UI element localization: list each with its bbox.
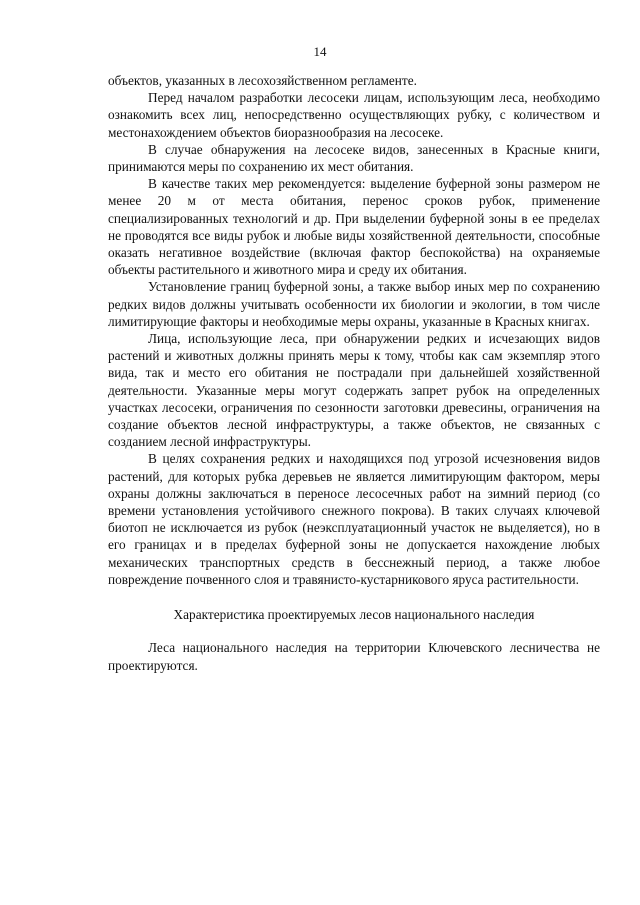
paragraph-7: В целях сохранения редких и находящихся под угрозой исчезновения видов растений, для которых рубка деревьев не является лимитирующим фактором, меры охраны должны заключаться в переносе лесосечных работ на зимний период (со времени установления устойчивого снежного покрова). В таких случаях ключевой биотоп не исключается из рубок (неэксплуатационный участок не выделяется), но в его границах и в пределах буферной зоны не допускается нахождение любых механических транспортных средств в бесснежный период, а также любое повреждение почвенного слоя и травянисто-кустарникового яруса растительности. bbox=[108, 451, 600, 587]
page-number: 14 bbox=[313, 44, 327, 59]
paragraph-3: В случае обнаружения на лесосеке видов, занесенных в Красные книги, принимаются меры по сохранению их мест обитания. bbox=[108, 141, 600, 175]
paragraph-1: объектов, указанных в лесохозяйственном регламенте. bbox=[108, 73, 417, 88]
final-paragraph: Леса национального наследия на территории Ключевского лесничества не проектируются. bbox=[108, 640, 600, 673]
paragraph-6: Лица, использующие леса, при обнаружении редких и исчезающих видов растений и животных должны принять меры к тому, чтобы как сам экземпляр этого вида, так и место его обитания не пострадали при дальнейшей хозяйственной деятельности. Указанные меры могут содержать запрет рубок на определенных участках лесосеки, ограничения по сезонности заготовки древесины, ограничения на создание объектов лесной инфраструктуры, а также объектов, не связанных с созданием лесной инфраструктуры. bbox=[108, 331, 600, 450]
body-text bbox=[108, 72, 600, 674]
paragraph-2: Перед началом разработки лесосеки лицам, использующим леса, необходимо ознакомить всех лиц, непосредственно осуществляющих рубку, с количеством и местонахождением объектов биоразнообразия на лесосеке. bbox=[108, 90, 600, 140]
paragraph-4: В качестве таких мер рекомендуется: выделение буферной зоны размером не менее 20 м от места обитания, перенос сроков рубок, применение специализированных технологий и др. При выделении буферной зоны в ее пределах не проводятся все виды рубок и любые виды хозяйственной деятельности, способные оказать негативное воздействие (включая фактор беспокойства) на охраняемые объекты растительного и животного мира и среду их обитания. bbox=[108, 176, 600, 278]
section-heading: Характеристика проектируемых лесов национального наследия bbox=[173, 607, 535, 623]
paragraph-5: Установление границ буферной зоны, а также выбор иных мер по сохранению редких видов должны учитывать особенности их биологии и экологии, в том числе лимитирующие факторы и необходимые меры охраны, указанные в Красных книгах. bbox=[108, 279, 600, 329]
